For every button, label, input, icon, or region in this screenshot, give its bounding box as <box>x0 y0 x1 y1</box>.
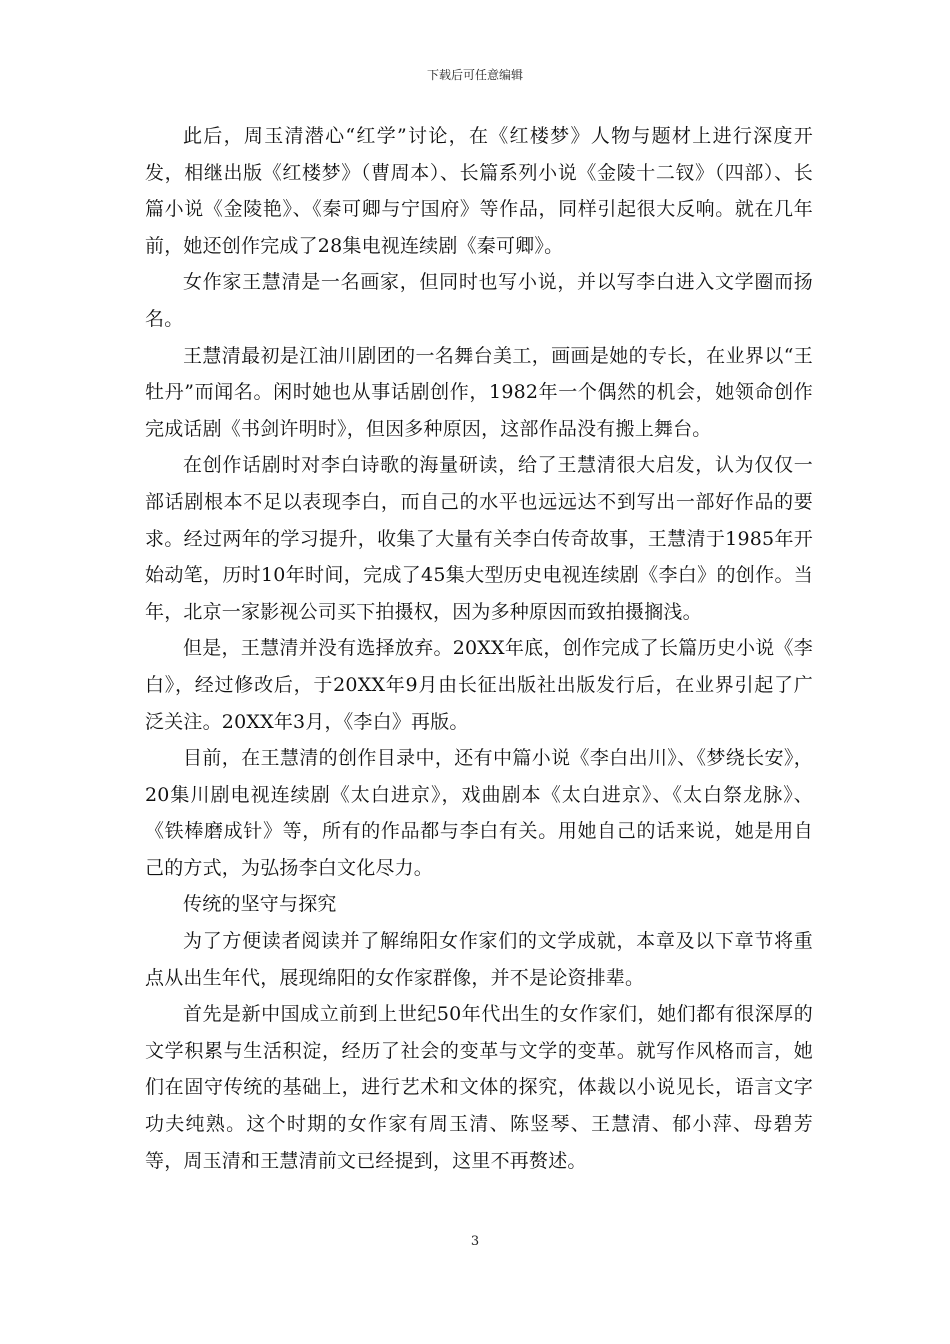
paragraph: 女作家王慧清是一名画家，但同时也写小说，并以写李白进入文学圈而扬名。 <box>145 271 813 330</box>
paragraph: 目前，在王慧清的创作目录中，还有中篇小说《李白出川》、《梦绕长安》，20集川剧电视连续剧《太白进京》，戏曲剧本《太白进京》、《太白祭龙脉》、《铁棒磨成针》等，所有的作品都与李白有关。用她自己的话来说，她是用自己的方式，为弘扬李白文化尽力。 <box>145 747 813 879</box>
page-header: 下载后可任意编辑 <box>426 68 523 82</box>
paragraph: 在创作话剧时对李白诗歌的海量研读，给了王慧清很大启发，认为仅仅一部话剧根本不足以表现李白，而自己的水平也远远达不到写出一部好作品的要求。经过两年的学习提升，收集了大量有关李白传奇故事，王慧清于1985年开始动笔，历时10年时间，完成了45集大型历史电视连续剧《李白》的创作。当年，北京一家影视公司买下拍摄权，因为多种原因而致拍摄搁浅。 <box>145 454 813 623</box>
paragraph: 但是，王慧清并没有选择放弃。20XX年底，创作完成了长篇历史小说《李白》，经过修改后，于20XX年9月由长征出版社出版发行后，在业界引起了广泛关注。20XX年3月，《李白》再版。 <box>145 637 813 733</box>
page-number: 3 <box>470 1234 480 1249</box>
document-body <box>145 118 813 1179</box>
paragraph: 此后，周玉清潜心“红学”讨论，在《红楼梦》人物与题材上进行深度开发，相继出版《红楼梦》（曹周本）、长篇系列小说《金陵十二钗》（四部）、长篇小说《金陵艳》、《秦可卿与宁国府》等作品，同样引起很大反响。就在几年前，她还创作完成了28集电视连续剧《秦可卿》。 <box>145 125 813 257</box>
section-heading: 传统的坚守与探究 <box>183 893 337 916</box>
paragraph: 王慧清最初是江油川剧团的一名舞台美工，画画是她的专长，在业界以“王牡丹”而闻名。闲时她也从事话剧创作，1982年一个偶然的机会，她领命创作完成话剧《书剑许明时》，但因多种原因，这部作品没有搬上舞台。 <box>145 344 813 440</box>
paragraph: 为了方便读者阅读并了解绵阳女作家们的文学成就，本章及以下章节将重点从出生年代，展现绵阳的女作家群像，并不是论资排辈。 <box>145 930 813 989</box>
paragraph: 首先是新中国成立前到上世纪50年代出生的女作家们，她们都有很深厚的文学积累与生活积淀，经历了社会的变革与文学的变革。就写作风格而言，她们在固守传统的基础上，进行艺术和文体的探究，体裁以小说见长，语言文字功夫纯熟。这个时期的女作家有周玉清、陈竖琴、王慧清、郁小萍、母碧芳等，周玉清和王慧清前文已经提到，这里不再赘述。 <box>145 1003 813 1172</box>
